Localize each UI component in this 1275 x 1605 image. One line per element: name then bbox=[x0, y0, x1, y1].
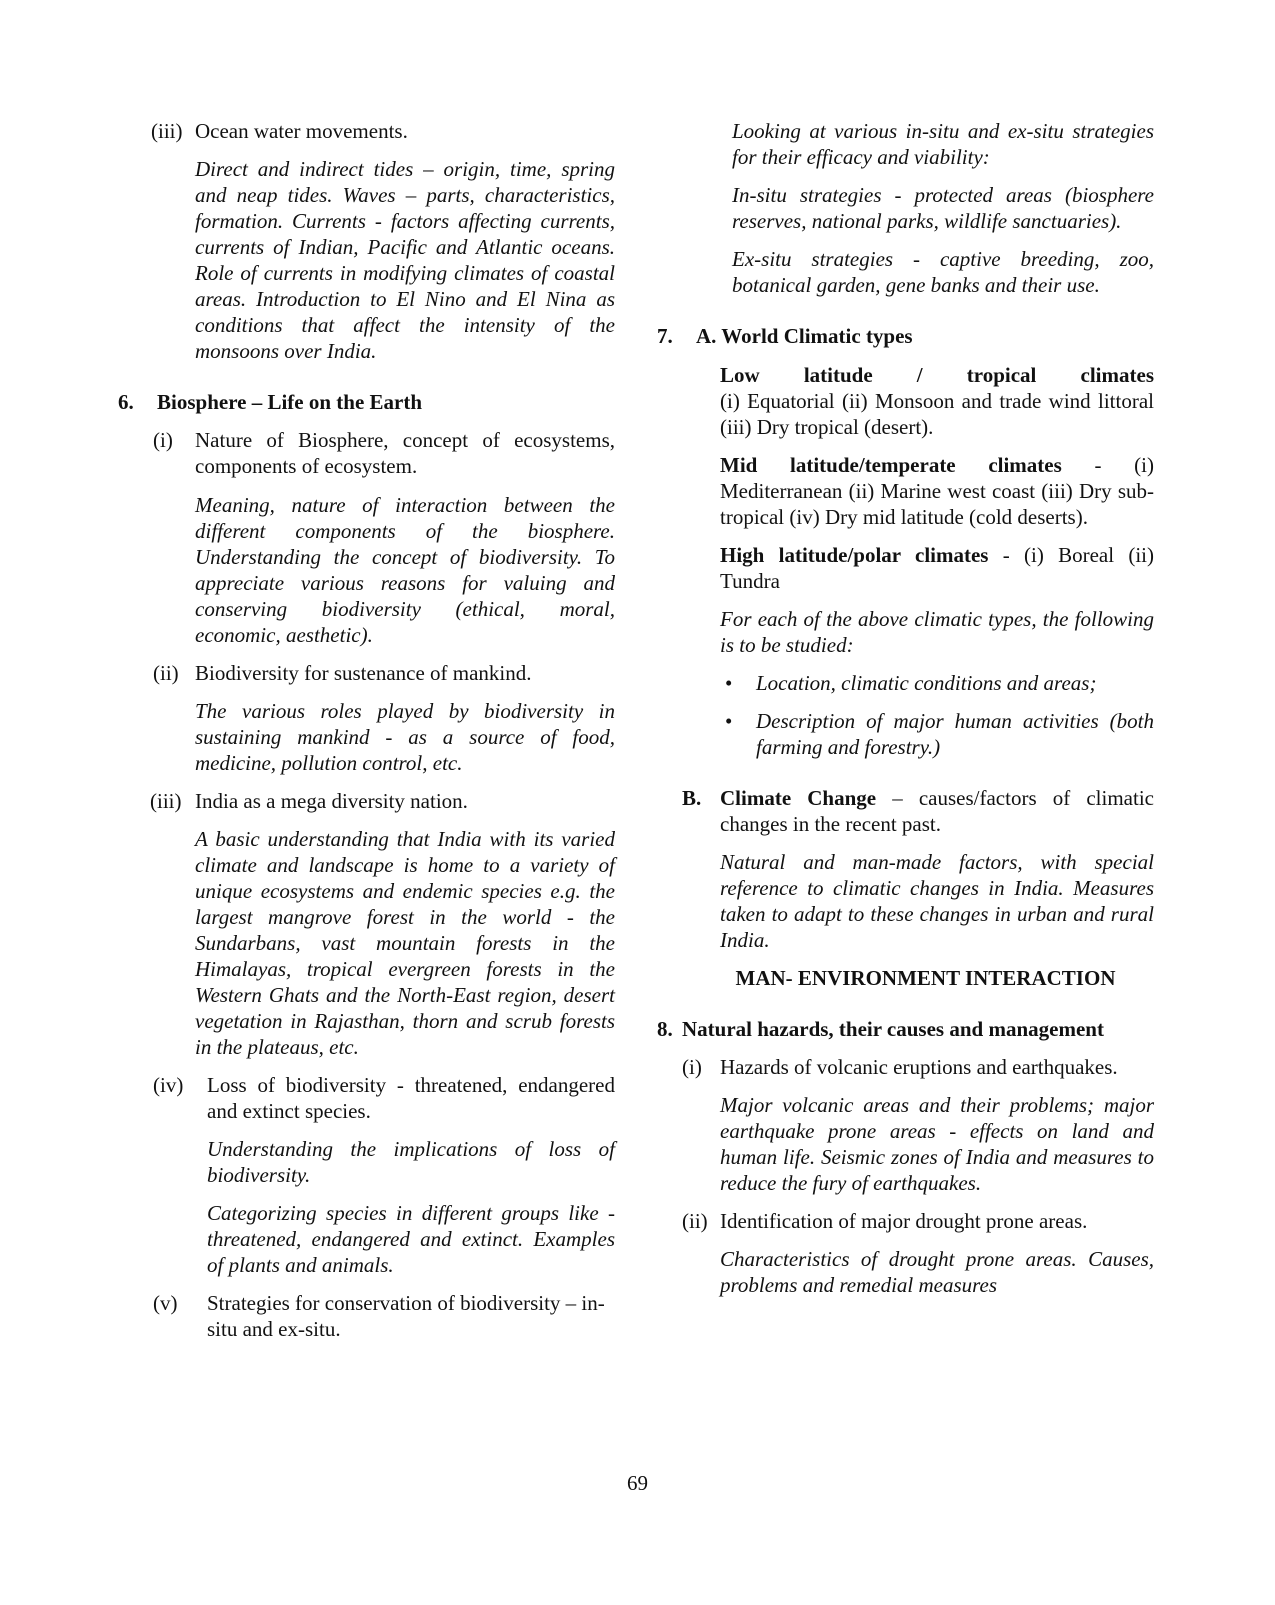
mid-latitude-climates bbox=[657, 452, 1154, 530]
item-title: Ocean water movements. bbox=[195, 119, 408, 143]
item-number: (i) bbox=[153, 428, 173, 452]
item-description: A basic understanding that India with its varied climate and landscape is home to a variety of unique ecosystems and endemic species e.g. the largest mangrove forest in the world - the Sundarbans, vast mountain forests in the Himalayas, tropical evergreen forests in the Western Ghats and the North-East region, desert vegetation in Rajasthan, thorn and scrub forests in the plateaus, etc. bbox=[195, 827, 615, 1059]
subsection-6-i bbox=[118, 427, 615, 479]
item-number: (i) bbox=[682, 1055, 702, 1079]
item-title: Strategies for conservation of biodiversity – in-situ and ex-situ. bbox=[207, 1291, 605, 1341]
left-column bbox=[118, 118, 615, 1342]
section-title: A. World Climatic types bbox=[696, 324, 913, 348]
bullet-icon: • bbox=[725, 671, 733, 695]
section-number: 6. bbox=[118, 390, 134, 414]
low-latitude-types: (i) Equatorial (ii) Monsoon and trade wind littoral (iii) Dry tropical (desert). bbox=[720, 389, 1154, 439]
bullet-text: Location, climatic conditions and areas; bbox=[756, 671, 1097, 695]
bullet-item bbox=[657, 670, 1154, 696]
section-7-b bbox=[657, 785, 1154, 837]
section-title: Biosphere – Life on the Earth bbox=[157, 390, 423, 414]
climate-group-types: - (i) Boreal (ii) Tundra bbox=[720, 543, 1154, 593]
item-description: In-situ strategies - protected areas (biosphere reserves, national parks, wildlife sanctuaries). bbox=[732, 183, 1154, 233]
bullet-text: Description of major human activities (both farming and forestry.) bbox=[756, 709, 1154, 759]
subsection-6-iii bbox=[118, 788, 615, 814]
right-column bbox=[657, 118, 1154, 1298]
item-description: Natural and man-made factors, with special reference to climatic changes in India. Measures taken to adapt to these changes in urban and rural India. bbox=[720, 850, 1154, 952]
climate-group-title: Mid latitude/temperate climates bbox=[720, 453, 1062, 477]
item-description: Understanding the implications of loss of biodiversity. bbox=[207, 1137, 615, 1187]
item-title bbox=[720, 785, 1154, 837]
section-number: 8. bbox=[657, 1017, 673, 1041]
climate-group-types: - (i) Mediterranean (ii) Marine west coast (iii) Dry sub-tropical (iv) Dry mid latitude (cold deserts). bbox=[720, 453, 1154, 529]
item-number: (ii) bbox=[153, 661, 179, 685]
item-number: (ii) bbox=[682, 1209, 708, 1233]
high-latitude-climates bbox=[657, 542, 1154, 594]
study-intro: For each of the above climatic types, the following is to be studied: bbox=[720, 607, 1154, 657]
item-description: Direct and indirect tides – origin, time, spring and neap tides. Waves – parts, characteristics, formation. Currents - factors affecting currents, currents of Indian, Pacific and Atlantic oceans. Role of currents in modifying climates of coastal areas. Introduction to El Nino and El Nina as conditions that affect the intensity of the monsoons over India. bbox=[195, 157, 615, 363]
item-title: Biodiversity for sustenance of mankind. bbox=[195, 661, 532, 685]
item-description: Looking at various in-situ and ex-situ strategies for their efficacy and viability: bbox=[732, 119, 1154, 169]
item-description: Major volcanic areas and their problems; major earthquake prone areas - effects on land and human life. Seismic zones of India and measures to reduce the fury of earthquakes. bbox=[720, 1093, 1154, 1195]
item-description: Characteristics of drought prone areas. Causes, problems and remedial measures bbox=[720, 1247, 1154, 1297]
section-6-heading bbox=[118, 389, 615, 415]
item-description: Categorizing species in different groups like - threatened, endangered and extinct. Examples of plants and animals. bbox=[207, 1201, 615, 1277]
item-heading-text: – causes/factors of climatic changes in the recent past. bbox=[720, 786, 1154, 836]
bullet-icon: • bbox=[725, 709, 733, 733]
item-title: Hazards of volcanic eruptions and earthquakes. bbox=[720, 1055, 1118, 1079]
subsection-6-v bbox=[118, 1290, 615, 1342]
subsection-5-iii bbox=[118, 118, 615, 144]
item-number: B. bbox=[682, 786, 702, 810]
low-latitude-heading bbox=[657, 362, 1154, 388]
subsection-6-iv bbox=[118, 1072, 615, 1124]
bullet-item bbox=[657, 708, 1154, 760]
section-title: Natural hazards, their causes and management bbox=[682, 1017, 1104, 1041]
item-number: (iii) bbox=[150, 789, 182, 813]
item-title: Nature of Biosphere, concept of ecosystems, components of ecosystem. bbox=[195, 428, 615, 478]
item-description: Ex-situ strategies - captive breeding, zoo, botanical garden, gene banks and their use. bbox=[732, 247, 1154, 297]
item-number: (iv) bbox=[153, 1073, 184, 1097]
item-description: Meaning, nature of interaction between the different components of the biosphere. Understanding the concept of biodiversity. To appreciate various reasons for valuing and conserving biodiversity (ethical, moral, economic, aesthetic). bbox=[195, 493, 615, 647]
climate-group-title: Low latitude / tropical climates bbox=[720, 363, 1154, 387]
subsection-8-ii bbox=[657, 1208, 1154, 1234]
section-number: 7. bbox=[657, 324, 673, 348]
climate-group-title: High latitude/polar climates bbox=[720, 543, 989, 567]
item-title: Identification of major drought prone areas. bbox=[720, 1209, 1088, 1233]
item-heading: Climate Change bbox=[720, 786, 877, 810]
item-number: (iii) bbox=[151, 119, 183, 143]
subsection-6-ii bbox=[118, 660, 615, 686]
item-description: The various roles played by biodiversity in sustaining mankind - as a source of food, medicine, pollution control, etc. bbox=[195, 699, 615, 775]
section-7-heading bbox=[657, 323, 1154, 349]
section-8-heading bbox=[657, 1016, 1154, 1042]
subsection-8-i bbox=[657, 1054, 1154, 1080]
item-number: (v) bbox=[153, 1291, 178, 1315]
item-title: India as a mega diversity nation. bbox=[195, 789, 468, 813]
page-number: 69 bbox=[627, 1471, 648, 1495]
part-heading: MAN- ENVIRONMENT INTERACTION bbox=[735, 966, 1116, 990]
item-title: Loss of biodiversity - threatened, endangered and extinct species. bbox=[207, 1073, 615, 1123]
